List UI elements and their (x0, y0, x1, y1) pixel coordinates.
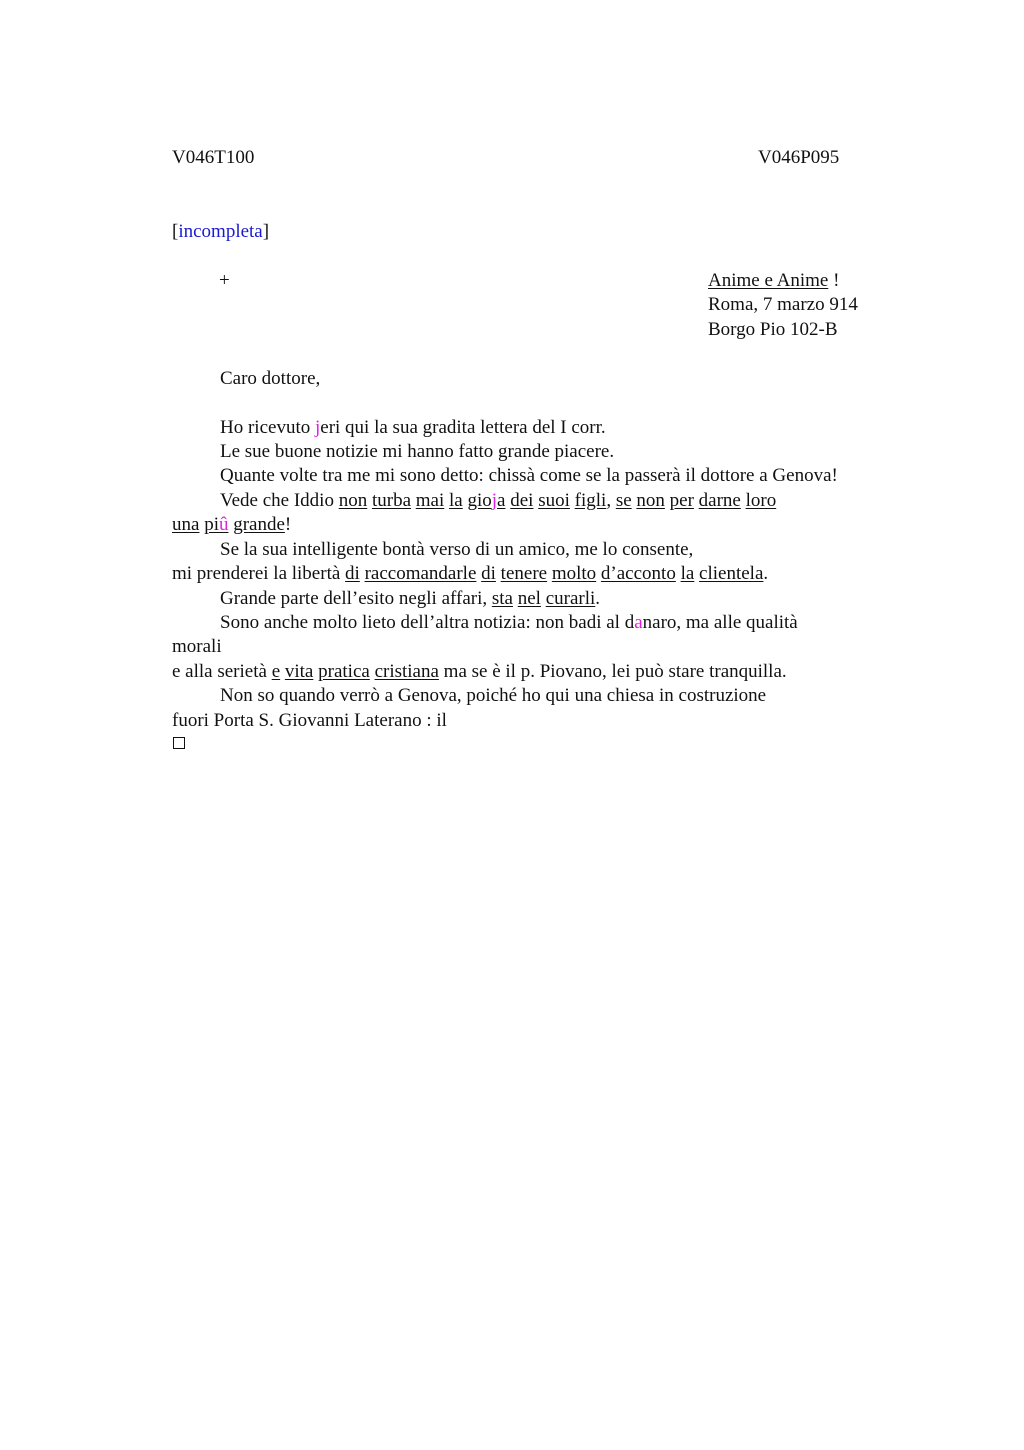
body-line-11: e alla serietà e vita pratica cristiana ma se è il p. Piovano, lei può stare tranquilla. (172, 661, 787, 682)
status-note (172, 220, 269, 244)
body-line-5: una piû grande! (172, 514, 292, 535)
body-line-3: Quante volte tra me mi sono detto: chissà come se la passerà il dottore a Genova! (220, 465, 838, 486)
status-close-bracket: ] (262, 221, 270, 242)
motto: Anime e Anime (708, 270, 829, 291)
empty-box-icon (173, 737, 185, 749)
cross-mark: + (219, 270, 230, 291)
document-code-left: V046T100 (172, 147, 255, 168)
body-line-7: mi prenderei la libertà di raccomandarle di tenere molto d’acconto la clientela. (172, 563, 769, 584)
status-open-bracket: [ (172, 221, 179, 242)
document-code-right: V046P095 (758, 147, 840, 168)
body-line-12: Non so quando verrò a Genova, poiché ho qui una chiesa in costruzione (220, 685, 767, 706)
body-line-6: Se la sua intelligente bontà verso di un amico, me lo consente, (220, 539, 694, 560)
body-line-8: Grande parte dell’esito negli affari, sta nel curarli. (220, 588, 601, 609)
body-line-1: Ho ricevuto jeri qui la sua gradita lettera del I corr. (220, 417, 606, 438)
body-line-2: Le sue buone notizie mi hanno fatto grande piacere. (220, 441, 615, 462)
motto-mark: ! (828, 270, 840, 291)
body-line-9: Sono anche molto lieto dell’altra notizia: non badi al danaro, ma alle qualità (220, 612, 798, 633)
body-line-13: fuori Porta S. Giovanni Laterano : il (172, 710, 447, 731)
body-line-4: Vede che Iddio non turba mai la gioja dei suoi figli, se non per darne loro (220, 490, 777, 511)
status-label: incompleta (178, 221, 263, 242)
motto-line (708, 269, 839, 293)
body-line-10: morali (172, 636, 222, 657)
letter-date: Roma, 7 marzo 914 (708, 294, 858, 315)
salutation: Caro dottore, (220, 368, 321, 389)
sender-address: Borgo Pio 102-B (708, 319, 838, 340)
